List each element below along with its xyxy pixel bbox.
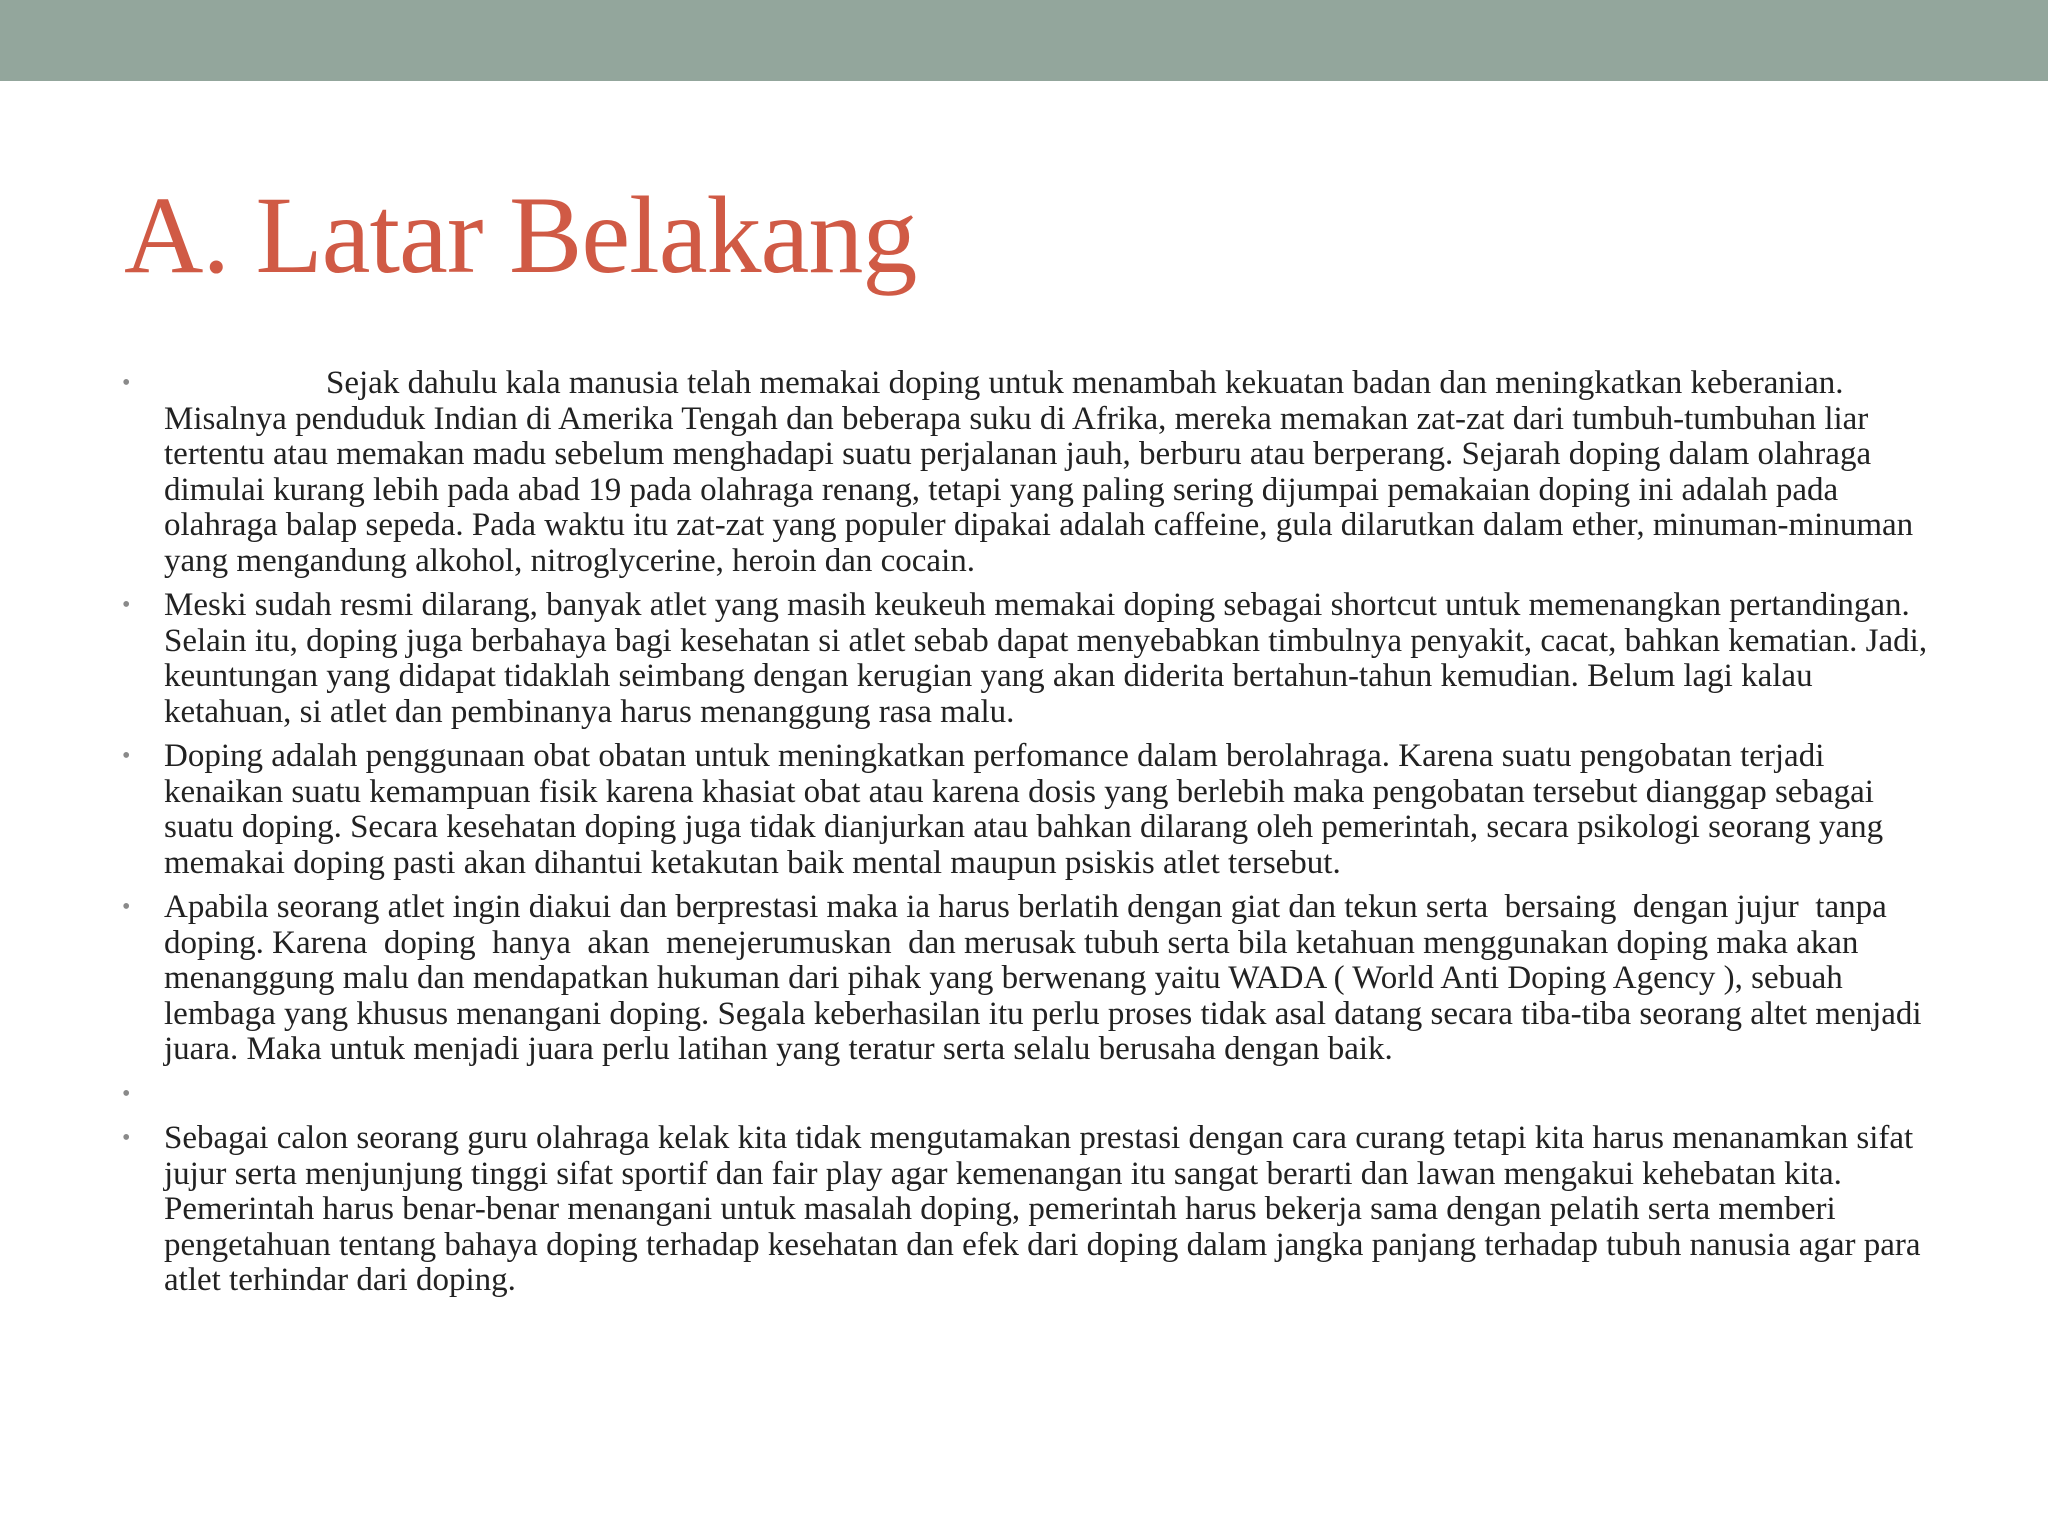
bullet-icon: • <box>122 592 131 618</box>
bullet-text: Doping adalah penggunaan obat obatan untuk meningkatkan perfomance dalam berolahraga. Karena suatu pengobatan terjadi kenaikan suatu kemampuan fisik karena khasiat obat atau karena dosis yang berlebih maka pengobatan tersebut dianggap sebagai suatu doping. Secara kesehatan doping juga tidak dianjurkan atau bahkan dilarang oleh pemerintah, secara psikologi seorang yang memakai doping pasti akan dihantui ketakutan baik mental maupun psiskis atlet tersebut. <box>164 738 1892 881</box>
bullet-text: Apabila seorang atlet ingin diakui dan berprestasi maka ia harus berlatih dengan giat dan tekun serta bersaing dengan jujur tanpa doping. Karena doping hanya akan menejerumuskan dan merusak tubuh serta bila ketahuan menggunakan doping maka akan menanggung malu dan mendapatkan hukuman dari pihak yang berwenang yaitu WADA ( World Anti Doping Agency ), sebuah lembaga yang khusus menangani doping. Segala keberhasilan itu perlu proses tidak asal datang secara tiba-tiba seorang altet menjadi juara. Maka untuk menjadi juara perlu latihan yang teratur serta selalu berusaha dengan baik. <box>164 889 1930 1067</box>
top-band <box>0 0 2048 81</box>
bullet-item-empty <box>118 1077 1932 1113</box>
bullet-icon: • <box>122 894 131 920</box>
bullet-icon: • <box>122 370 131 396</box>
bullet-text: Meski sudah resmi dilarang, banyak atlet yang masih keukeuh memakai doping sebagai shortcut untuk memenangkan pertandingan. Selain itu, doping juga berbahaya bagi kesehatan si atlet sebab dapat menyebabkan timbulnya penyakit, cacat, bahkan kematian. Jadi, keuntungan yang didapat tidaklah seimbang dengan kerugian yang akan diderita bertahun-tahun kemudian. Belum lagi kalau ketahuan, si atlet dan pembinanya harus menanggung rasa malu. <box>164 587 1936 730</box>
bullet-icon: • <box>122 743 131 769</box>
slide-title: A. Latar Belakang <box>124 174 917 296</box>
bullet-item <box>118 739 1932 881</box>
bullet-icon: • <box>122 1125 131 1151</box>
bullet-item <box>118 366 1932 579</box>
bullet-item <box>118 587 1936 730</box>
bullet-list <box>118 365 1936 1308</box>
bullet-text: Sebagai calon seorang guru olahraga kelak kita tidak mengutamakan prestasi dengan cara curang tetapi kita harus menanamkan sifat jujur serta menjunjung tinggi sifat sportif dan fair play agar kemenangan itu sangat berarti dan lawan mengakui kehebatan kita. Pemerintah harus benar-benar menangani untuk masalah doping, pemerintah harus bekerja sama dengan pelatih serta memberi pengetahuan tentang bahaya doping terhadap kesehatan dan efek dari doping dalam jangka panjang terhadap tubuh nanusia agar para atlet terhindar dari doping. <box>164 1120 1929 1298</box>
bullet-text: Sejak dahulu kala manusia telah memakai doping untuk menambah kekuatan badan dan meningkatkan keberanian. Misalnya penduduk Indian di Amerika Tengah dan beberapa suku di Afrika, mereka memakan zat-zat dari tumbuh-tumbuhan liar tertentu atau memakan madu sebelum menghadapi suatu perjalanan jauh, berburu atau berperang. Sejarah doping dalam olahraga dimulai kurang lebih pada abad 19 pada olahraga renang, tetapi yang paling sering dijumpai pemakaian doping ini adalah pada olahraga balap sepeda. Pada waktu itu zat-zat yang populer dipakai adalah caffeine, gula dilarutkan dalam ether, minuman-minuman yang mengandung alkohol, nitroglycerine, heroin dan cocain. <box>164 365 1922 579</box>
bullet-item <box>118 1121 1932 1299</box>
bullet-icon: • <box>122 1080 131 1107</box>
bullet-item <box>118 890 1932 1068</box>
